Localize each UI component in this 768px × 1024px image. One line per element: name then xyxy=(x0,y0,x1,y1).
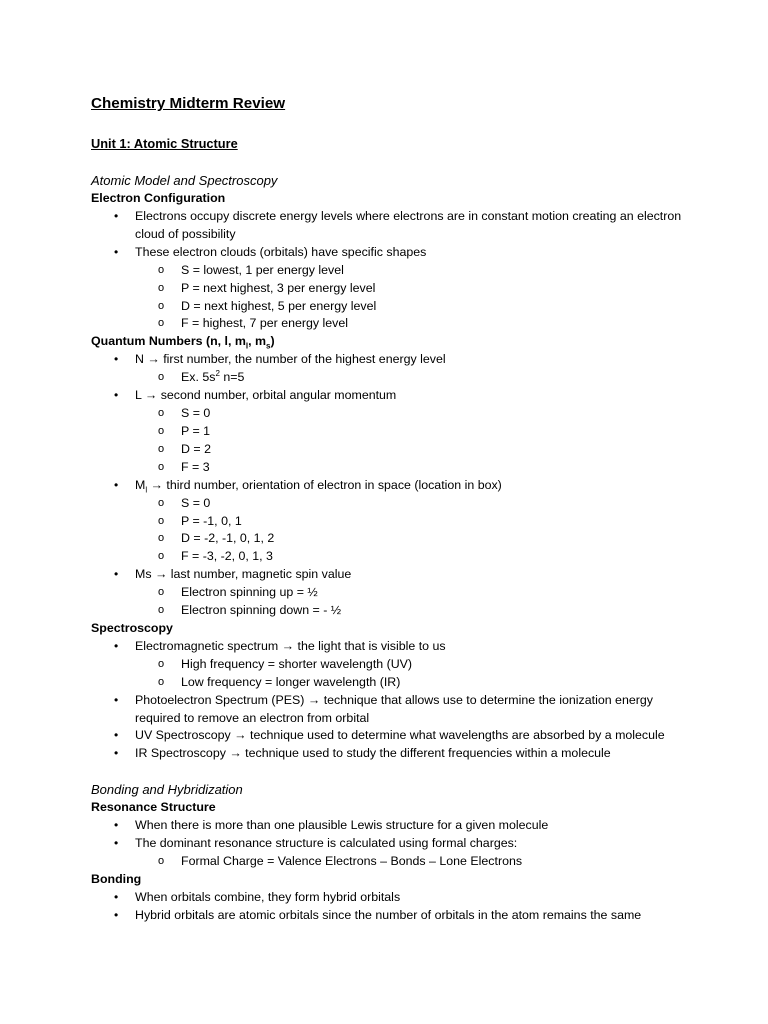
list-item-text: S = lowest, 1 per energy level xyxy=(181,262,344,277)
bullet-marker: • xyxy=(114,692,119,707)
list-item-text: N → first number, the number of the highest energy level xyxy=(135,352,446,367)
sub-list-item xyxy=(91,441,701,459)
list-item-text: Photoelectron Spectrum (PES) → technique that allows use to determine the ionization energy required to remove an electron from orbital xyxy=(135,692,653,725)
sub-list-item xyxy=(91,369,701,387)
list-item xyxy=(91,244,701,262)
list-item-text: S = 0 xyxy=(181,406,211,421)
list-item-text: L → second number, orbital angular momentum xyxy=(135,388,397,403)
list-item-text: Ms → last number, magnetic spin value xyxy=(135,567,352,582)
list-item-text: Low frequency = longer wavelength (IR) xyxy=(181,674,401,689)
bullet-marker: • xyxy=(114,209,119,223)
list-item-text: F = highest, 7 per energy level xyxy=(181,316,349,331)
list-item xyxy=(91,889,701,907)
list-item-text: Electron spinning down = - ½ xyxy=(181,603,342,618)
list-item-text: These electron clouds (orbitals) have specific shapes xyxy=(135,244,427,259)
list-item-text: High frequency = shorter wavelength (UV) xyxy=(181,656,413,671)
sub-bullet-marker: o xyxy=(158,514,165,527)
sub-bullet-marker: o xyxy=(158,604,165,617)
sub-bullet-marker: o xyxy=(158,855,165,868)
list-item xyxy=(91,638,701,656)
list-item-text: D = next highest, 5 per energy level xyxy=(181,298,377,313)
list-item xyxy=(91,566,701,584)
list-item-text: Electromagnetic spectrum → the light that is visible to us xyxy=(135,638,446,653)
sub-list-item xyxy=(91,405,701,423)
list-item-text: Hybrid orbitals are atomic orbitals since the number of orbitals in the atom remains the same xyxy=(135,907,642,922)
list-item-text: IR Spectroscopy → technique used to study the different frequencies within a molecule xyxy=(135,746,611,761)
list-item-text: F = 3 xyxy=(181,459,210,474)
list-item-text: D = 2 xyxy=(181,441,211,456)
bullet-marker: • xyxy=(114,638,119,653)
bullet-marker: • xyxy=(114,477,119,492)
sub-bullet-marker: o xyxy=(158,675,165,688)
sub-list-item xyxy=(91,315,701,333)
list-item xyxy=(91,817,701,835)
sub-bullet-marker: o xyxy=(158,657,165,670)
sub-bullet-marker: o xyxy=(158,281,165,294)
sub-list-item xyxy=(91,530,701,548)
list-item-text: Ex. $5s^2$ n=5 xyxy=(181,369,245,385)
section-heading-atomic: Atomic Model and Spectroscopy xyxy=(91,173,278,188)
list-item xyxy=(91,745,701,763)
subheading-bonding: Bonding xyxy=(91,872,142,886)
bullet-marker: • xyxy=(114,890,119,904)
sub-bullet-marker: o xyxy=(158,317,165,330)
list-item-text: D = -2, -1, 0, 1, 2 xyxy=(181,531,275,546)
sub-bullet-marker: o xyxy=(158,407,165,420)
page-title: Chemistry Midterm Review xyxy=(91,95,286,112)
list-item-text: Formal Charge = Valence Electrons – Bonds – Lone Electrons xyxy=(181,854,523,869)
sub-bullet-marker: o xyxy=(158,496,165,509)
list-item xyxy=(91,692,701,728)
list-item-text: P = -1, 0, 1 xyxy=(181,513,242,528)
bullet-marker: • xyxy=(114,907,119,922)
list-item-text: P = 1 xyxy=(181,423,211,438)
unit-heading: Unit 1: Atomic Structure xyxy=(91,136,238,151)
list-item-text: Electron spinning up = ½ xyxy=(181,585,318,600)
bullet-marker: • xyxy=(114,746,119,761)
sub-list-item xyxy=(91,656,701,674)
sub-list-item xyxy=(91,495,701,513)
blank-line xyxy=(91,763,701,781)
list-item-text: F = -3, -2, 0, 1, 3 xyxy=(181,549,273,564)
list-item-text: When there is more than one plausible Lewis structure for a given molecule xyxy=(135,818,549,833)
subheading-spectroscopy: Spectroscopy xyxy=(91,620,173,635)
sub-list-item xyxy=(91,262,701,280)
list-item xyxy=(91,727,701,745)
sub-list-item xyxy=(91,298,701,316)
sub-bullet-marker: o xyxy=(158,532,165,545)
sub-list-item xyxy=(91,513,701,531)
bullet-marker: • xyxy=(114,567,119,582)
sub-bullet-marker: o xyxy=(158,424,165,437)
bullet-marker: • xyxy=(114,836,119,851)
sub-bullet-marker: o xyxy=(158,586,165,599)
sub-bullet-marker: o xyxy=(158,299,165,312)
sub-bullet-marker: o xyxy=(158,442,165,455)
sub-bullet-marker: o xyxy=(158,263,165,276)
list-item-text: P = next highest, 3 per energy level xyxy=(181,280,376,295)
sub-list-item xyxy=(91,459,701,477)
list-item xyxy=(91,351,701,369)
list-item xyxy=(91,907,701,925)
bullet-marker: • xyxy=(114,388,119,403)
subheading-resonance-structure: Resonance Structure xyxy=(91,800,216,815)
sub-bullet-marker: o xyxy=(158,460,165,473)
list-item-text: UV Spectroscopy → technique used to determine what wavelengths are absorbed by a molecule xyxy=(135,728,665,743)
sub-list-item xyxy=(91,423,701,441)
sub-list-item xyxy=(91,548,701,566)
list-item-text: $M_l$ → third number, orientation of electron in space (location in box) xyxy=(135,477,502,495)
notes-content xyxy=(91,172,701,925)
list-item xyxy=(91,387,701,405)
list-item-text: Electrons occupy discrete energy levels where electrons are in constant motion creating an electron cloud of possibility xyxy=(135,209,682,241)
list-item-text: When orbitals combine, they form hybrid orbitals xyxy=(135,890,401,904)
sub-bullet-marker: o xyxy=(158,550,165,563)
sub-list-item xyxy=(91,280,701,298)
bullet-marker: • xyxy=(114,818,119,833)
list-item xyxy=(91,835,701,853)
subheading-quantum-numbers: Quantum Numbers (n, l, $m_l$, $m_s$) xyxy=(91,334,275,351)
list-item-text: S = 0 xyxy=(181,495,211,510)
section-heading-bonding: Bonding and Hybridization xyxy=(91,782,243,798)
bullet-marker: • xyxy=(114,244,119,259)
list-item xyxy=(91,208,701,244)
sub-list-item xyxy=(91,584,701,602)
list-item-text: The dominant resonance structure is calculated using formal charges: xyxy=(135,836,518,851)
sub-list-item xyxy=(91,853,701,871)
list-item xyxy=(91,477,701,495)
sub-list-item xyxy=(91,602,701,620)
sub-list-item xyxy=(91,674,701,692)
sub-bullet-marker: o xyxy=(158,371,165,384)
subheading-electron-configuration: Electron Configuration xyxy=(91,191,226,205)
bullet-marker: • xyxy=(114,728,119,743)
bullet-marker: • xyxy=(114,352,119,367)
